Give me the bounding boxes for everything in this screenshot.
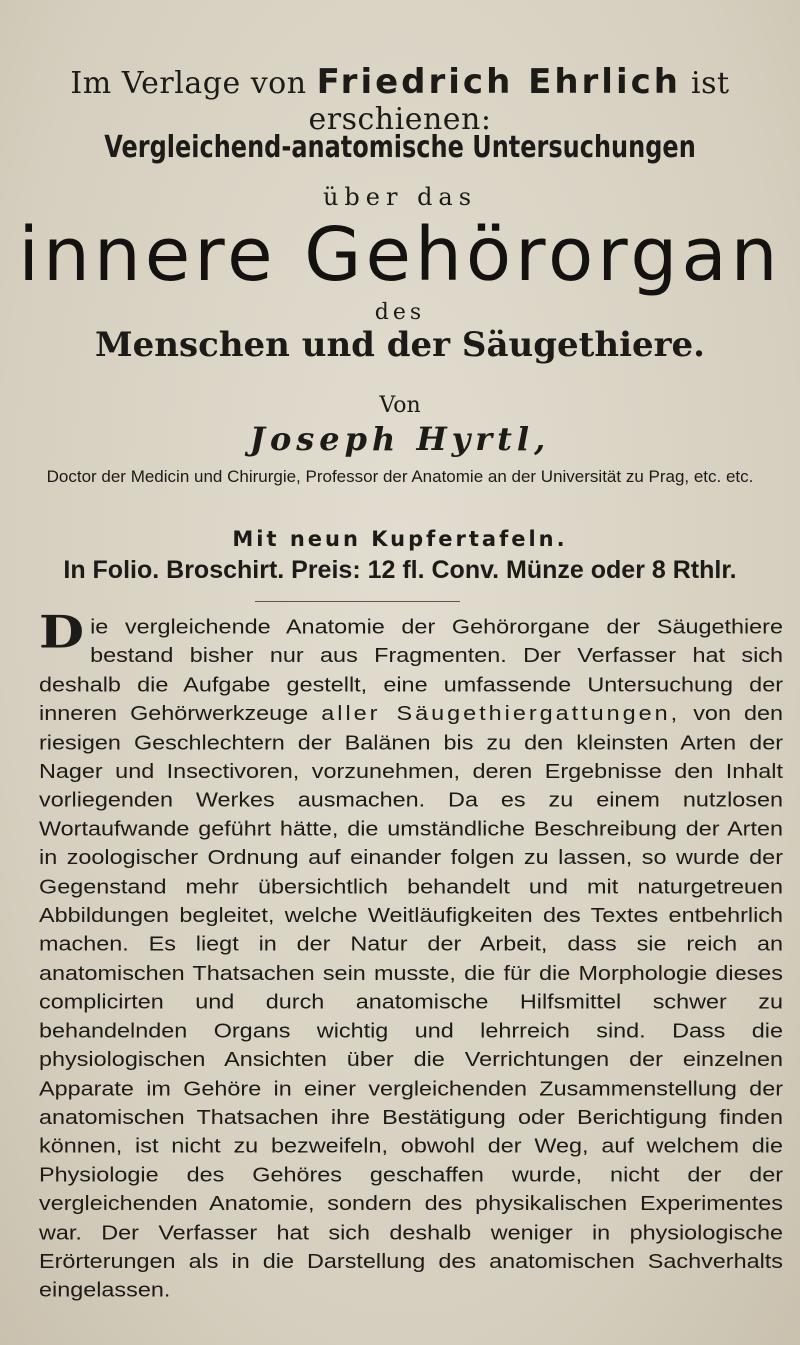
paragraph-part-2: von den riesigen Geschlechtern der Balänen bis zu den kleinsten Arten der Nager und Insectivoren, vorzunehmen, deren Ergebnisse den Inhalt vorliegenden Werkes ausmachen. Da es zu einem nutzlosen Wortaufwande geführt hätte, die umständliche Beschreibung der Arten in zoologischer Ordnung auf einander folgen zu lassen, so wurde der Gegenstand mehr übersichtlich behandelt und mit naturgetreuen Abbildungen begleitet, welche Weitläufigkeiten des Textes entbehrlich machen. Es liegt in der Natur der Arbeit, dass sie reich an anatomischen Thatsachen sein musste, die für die Morphologie dieses complicirten und durch anatomische Hilfsmittel schwer zu behandelnden Organs wichtig und lehrreich sind. Dass die physiologischen Ansichten über die Verrichtungen der einzelnen Apparate im Gehöre in einer vergleichenden Zusammenstellung der anatomischen Thatsachen ihre Bestätigung oder Berichtigung finden können, ist nicht zu bezweifeln, obwohl der Weg, auf welchem die Physiologie des Gehöres geschaffen wurde, nicht der der vergleichenden Anatomie, sondern des physikalischen Experimentes war. Der Verfasser hat sich deshalb weniger in physiologische Erörterungen als in die Darstellung des anatomischen Sachverhalts eingelassen.: [39, 702, 784, 1302]
author-by: Von: [379, 393, 421, 418]
divider-rule: [255, 601, 460, 602]
price-line: In Folio. Broschirt. Preis: 12 fl. Conv. Münze oder 8 Rthlr.: [63, 556, 737, 584]
drop-cap: D: [39, 606, 85, 659]
paragraph-emphasis: aller Säugethiergattungen,: [321, 702, 681, 725]
title-line-4: des: [374, 300, 426, 325]
paragraph-part-1: ie vergleichende Anatomie der Gehörorgane der Säugethiere bestand bisher nur aus Fragmenten. Der Verfasser hat sich deshalb die Aufgabe gestellt, eine umfassende Untersuchung der inneren Gehörwerkzeuge: [39, 615, 783, 725]
title-line-1: Vergleichend-anatomische Untersuchungen: [104, 130, 696, 165]
plates-note: Mit neun Kupfertafeln.: [232, 527, 568, 551]
intro-pre: Im Verlage von: [70, 66, 307, 101]
author-credentials: Doctor der Medicin und Chirurgie, Professor der Anatomie an der Universität zu Prag, etc. etc.: [46, 467, 754, 486]
description-paragraph: [39, 606, 784, 1305]
intro-post: ist erschienen:: [308, 66, 730, 137]
title-line-2: über das: [322, 183, 478, 211]
publisher-name: Friedrich Ehrlich: [316, 62, 681, 102]
author-name: Joseph Hyrtl,: [249, 420, 551, 458]
publisher-line: [0, 62, 800, 137]
main-title: innere Gehörorgan: [18, 212, 782, 298]
title-line-5: Menschen und der Säugethiere.: [94, 325, 705, 365]
